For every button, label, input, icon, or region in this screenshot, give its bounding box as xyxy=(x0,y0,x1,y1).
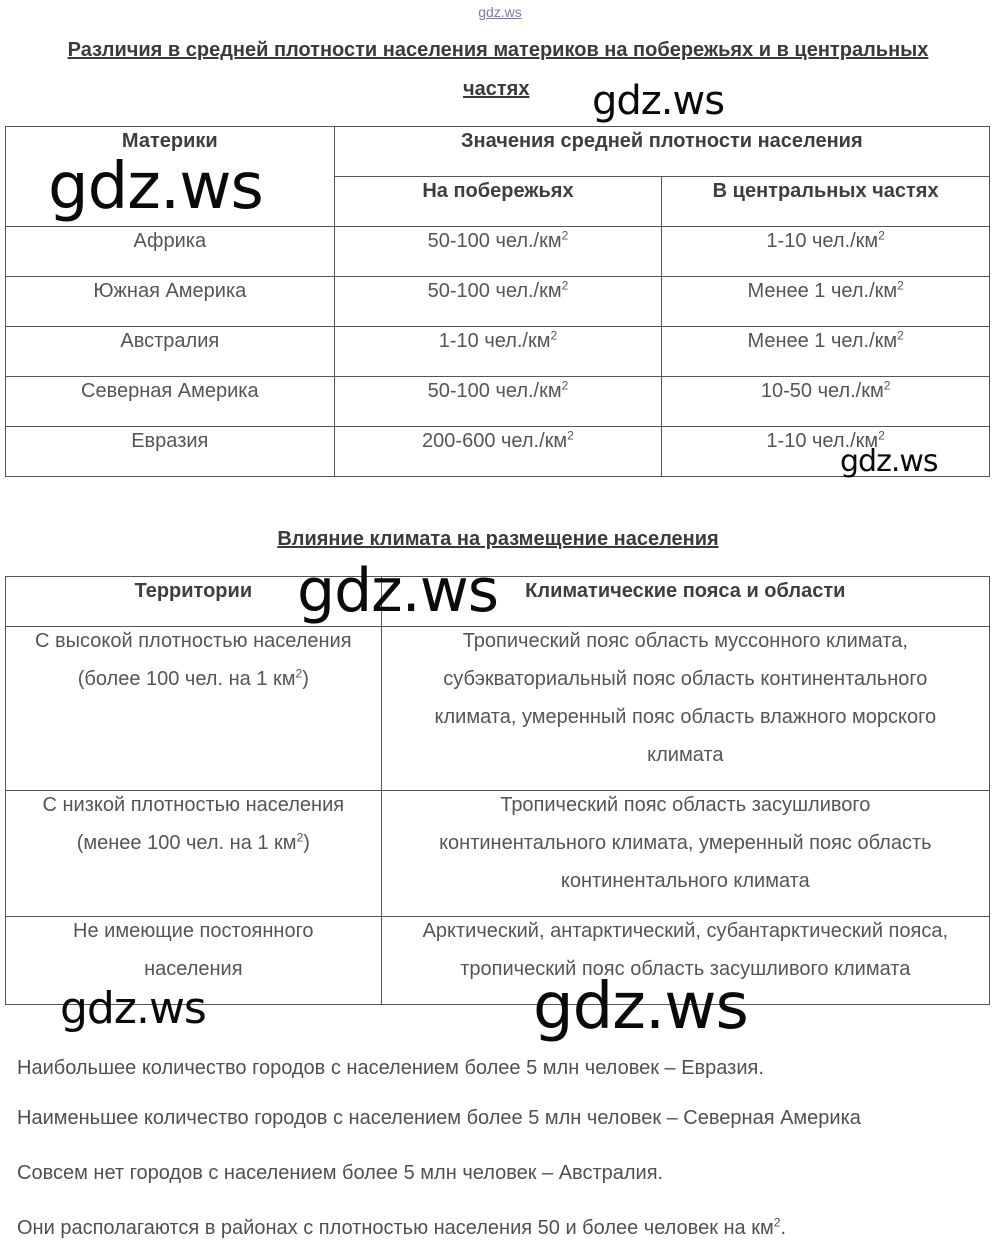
table2-title: Влияние климата на размещение населения xyxy=(277,528,719,550)
cell-coast: 50-100 $чел./км^2$ xyxy=(334,227,662,277)
cell-territory: С высокой плотностью населения (более 100 чел. на 1 $км^2$) xyxy=(6,627,382,791)
cell-climate: Тропический пояс область муссонного климата, субэкваториальный пояс область континентального климата, умеренный пояс область влажного морского климата xyxy=(381,627,989,791)
table-row xyxy=(6,327,990,377)
cell-center: Менее 1 $чел./км^2$ xyxy=(662,277,990,327)
cell-center: 1-10 $чел./км^2$ xyxy=(662,227,990,277)
col-header-climate: Климатические пояса и области xyxy=(381,577,989,627)
watermark: gdz.ws xyxy=(48,150,263,224)
cell-coast: 50-100 $чел./км^2$ xyxy=(334,377,662,427)
cell-territory: Не имеющие постоянного населения xyxy=(6,917,382,1005)
cell-center: 10-50 $чел./км^2$ xyxy=(662,377,990,427)
cell-climate: Тропический пояс область засушливого континентального климата, умеренный пояс область континентального климата xyxy=(381,791,989,917)
paragraph-no-cities: Совсем нет городов с населением более 5 млн человек – Австралия. xyxy=(17,1162,664,1184)
cell-coast: 50-100 $чел./км^2$ xyxy=(334,277,662,327)
watermark: gdz.ws xyxy=(592,78,725,124)
col-header-territory: Территории xyxy=(6,577,382,627)
table-row xyxy=(6,277,990,327)
cell-climate: Арктический, антарктический, субантарктический пояса, тропический пояс область засушливого климата xyxy=(381,917,989,1005)
paragraph-most-cities: Наибольшее количество городов с населением более 5 млн человек – Евразия. xyxy=(17,1057,764,1079)
cell-center: Менее 1 $чел./км^2$ xyxy=(662,327,990,377)
cell-territory: С низкой плотностью населения (менее 100 чел. на 1 $км^2$) xyxy=(6,791,382,917)
climate-table xyxy=(5,576,990,1005)
cell-continent: Евразия xyxy=(6,427,335,477)
watermark: gdz.ws xyxy=(840,444,938,479)
cell-coast: 1-10 $чел./км^2$ xyxy=(334,327,662,377)
col-header-coast: На побережьях xyxy=(334,177,662,227)
cell-continent: Африка xyxy=(6,227,335,277)
watermark: gdz.ws xyxy=(60,983,206,1034)
table-row xyxy=(6,227,990,277)
table1-title-line2: частях xyxy=(463,78,530,100)
cell-continent: Южная Америка xyxy=(6,277,335,327)
col-header-center: В центральных частях xyxy=(662,177,990,227)
top-watermark: gdz.ws xyxy=(478,4,522,20)
cell-center: 1-10 $чел./км^2$ xyxy=(662,427,990,477)
col-header-continent: Материки xyxy=(6,127,335,227)
paragraph-location: Они располагаются в районах с плотностью населения 50 и более человек на $км^2$. xyxy=(17,1215,786,1239)
watermark: gdz.ws xyxy=(533,970,748,1044)
table1-title-line1: Различия в средней плотности населения материков на побережьях и в центральных xyxy=(67,39,929,61)
table-row xyxy=(6,377,990,427)
col-header-density-group: Значения средней плотности населения xyxy=(334,127,989,177)
paragraph-fewest-cities: Наименьшее количество городов с населением более 5 млн человек – Северная Америка xyxy=(17,1107,861,1129)
cell-continent: Северная Америка xyxy=(6,377,335,427)
table-row xyxy=(6,627,990,791)
cell-continent: Австралия xyxy=(6,327,335,377)
cell-coast: 200-600 $чел./км^2$ xyxy=(334,427,662,477)
watermark: gdz.ws xyxy=(297,556,499,626)
table-row xyxy=(6,791,990,917)
